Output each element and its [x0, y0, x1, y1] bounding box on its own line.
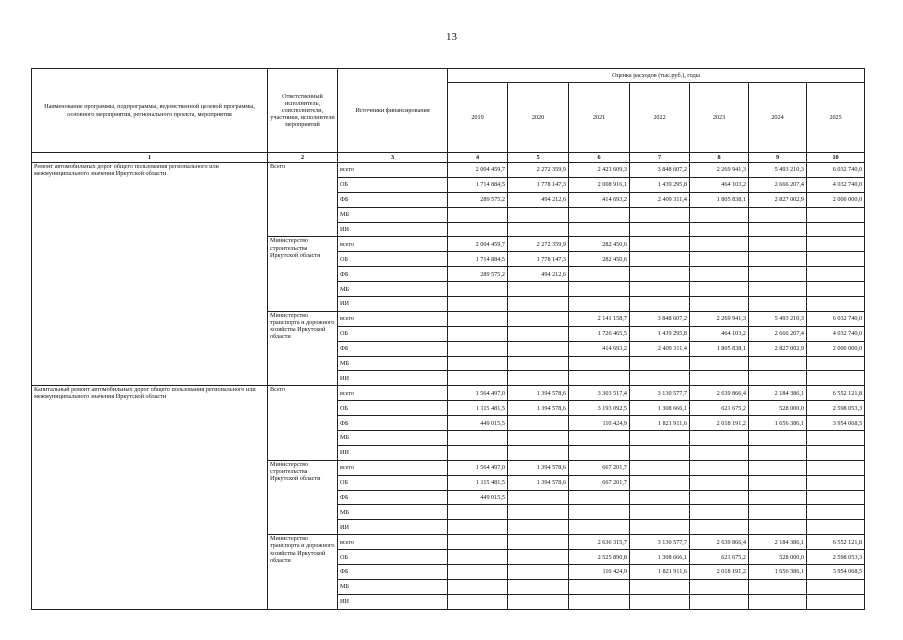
cost-value: 282 450,6: [569, 252, 630, 267]
budget-table-body: [32, 163, 865, 610]
cost-value: [690, 222, 749, 237]
funding-source: ОБ: [338, 401, 448, 416]
cost-value: 1 805 838,1: [690, 192, 749, 207]
cost-value: [508, 550, 569, 565]
budget-table: [31, 68, 865, 610]
cost-value: 2 000 000,0: [807, 192, 865, 207]
funding-source: ОБ: [338, 326, 448, 341]
cost-value: [508, 535, 569, 550]
header-sources: Источники финансирования: [338, 69, 448, 153]
cost-value: [630, 267, 690, 282]
cost-value: 621 675,2: [690, 401, 749, 416]
cost-value: [630, 475, 690, 490]
funding-source: МБ: [338, 431, 448, 446]
header-year: 2025: [807, 83, 865, 153]
cost-value: [749, 490, 807, 505]
funding-source: ОБ: [338, 252, 448, 267]
cost-value: 1 656 386,1: [749, 416, 807, 431]
cost-value: 110 424,9: [569, 565, 630, 580]
cost-value: [630, 505, 690, 520]
cost-value: [508, 445, 569, 460]
column-number: 8: [690, 153, 749, 163]
funding-source: ОБ: [338, 550, 448, 565]
column-number: 6: [569, 153, 630, 163]
header-year: 2020: [508, 83, 569, 153]
cost-value: 2 409 311,4: [630, 341, 690, 356]
cost-value: [448, 520, 508, 535]
program-name: Ремонт автомобильных дорог общего пользования регионального или межмуниципального значения Иркутской области: [32, 163, 268, 386]
funding-source: ИИ: [338, 520, 448, 535]
cost-value: 2 423 609,3: [569, 163, 630, 178]
cost-value: 1 656 386,1: [749, 565, 807, 580]
cost-value: 1 821 911,6: [630, 565, 690, 580]
cost-value: [448, 297, 508, 312]
cost-value: [807, 579, 865, 594]
cost-value: 2 004 459,7: [448, 163, 508, 178]
cost-value: [508, 326, 569, 341]
cost-value: [690, 252, 749, 267]
cost-value: [690, 282, 749, 297]
funding-source: ИИ: [338, 222, 448, 237]
cost-value: 449 015,5: [448, 416, 508, 431]
cost-value: [448, 311, 508, 326]
cost-value: 2 018 191,2: [690, 565, 749, 580]
funding-source: ИИ: [338, 371, 448, 386]
header-executor: Ответственный исполнитель, соисполнители, участники, исполнители мероприятий: [268, 69, 338, 153]
cost-value: [807, 505, 865, 520]
funding-source: ФБ: [338, 341, 448, 356]
cost-value: 2 639 866,4: [690, 386, 749, 401]
funding-source: ОБ: [338, 177, 448, 192]
cost-value: [690, 356, 749, 371]
funding-source: всего: [338, 163, 448, 178]
cost-value: [807, 490, 865, 505]
funding-source: МБ: [338, 579, 448, 594]
cost-value: [690, 371, 749, 386]
cost-value: 528 000,0: [749, 401, 807, 416]
cost-value: [690, 520, 749, 535]
cost-value: 1 439 295,8: [630, 177, 690, 192]
column-number: 10: [807, 153, 865, 163]
cost-value: 1 394 578,6: [508, 460, 569, 475]
cost-value: [508, 207, 569, 222]
cost-value: [448, 431, 508, 446]
funding-source: всего: [338, 460, 448, 475]
cost-value: 1 308 666,1: [630, 550, 690, 565]
cost-value: 414 693,2: [569, 192, 630, 207]
cost-value: [807, 371, 865, 386]
cost-value: [690, 594, 749, 609]
cost-value: 2 000 000,0: [807, 341, 865, 356]
executor-name: Министерство транспорта и дорожного хозяйства Иркутской области: [268, 311, 338, 385]
cost-value: [630, 579, 690, 594]
cost-value: [569, 579, 630, 594]
header-cost-group: Оценка расходов (тыс.руб.), годы: [448, 69, 865, 83]
cost-value: [749, 356, 807, 371]
cost-value: [508, 579, 569, 594]
cost-value: 1 805 838,1: [690, 341, 749, 356]
cost-value: [630, 460, 690, 475]
cost-value: 2 827 002,9: [749, 192, 807, 207]
cost-value: [508, 341, 569, 356]
cost-value: 4 032 740,0: [807, 177, 865, 192]
cost-value: [448, 565, 508, 580]
cost-value: 1 564 497,0: [448, 460, 508, 475]
cost-value: [749, 520, 807, 535]
cost-value: 1 394 578,6: [508, 475, 569, 490]
cost-value: [508, 431, 569, 446]
cost-value: [569, 520, 630, 535]
cost-value: [508, 222, 569, 237]
cost-value: [448, 579, 508, 594]
cost-value: [448, 356, 508, 371]
cost-value: [690, 445, 749, 460]
funding-source: всего: [338, 311, 448, 326]
cost-value: 2 598 053,3: [807, 550, 865, 565]
cost-value: [569, 267, 630, 282]
cost-value: 3 193 092,5: [569, 401, 630, 416]
cost-value: [569, 505, 630, 520]
cost-value: 5 493 210,3: [749, 311, 807, 326]
cost-value: 2 666 207,4: [749, 177, 807, 192]
cost-value: [807, 356, 865, 371]
cost-value: [690, 475, 749, 490]
cost-value: [630, 490, 690, 505]
cost-value: [630, 297, 690, 312]
cost-value: [569, 490, 630, 505]
funding-source: ОБ: [338, 475, 448, 490]
column-number: 9: [749, 153, 807, 163]
cost-value: 2 269 941,3: [690, 311, 749, 326]
cost-value: 414 693,2: [569, 341, 630, 356]
cost-value: [807, 252, 865, 267]
cost-value: [807, 460, 865, 475]
cost-value: [448, 341, 508, 356]
cost-value: 2 269 941,3: [690, 163, 749, 178]
cost-value: 1 714 884,5: [448, 177, 508, 192]
cost-value: [630, 520, 690, 535]
header-year: 2022: [630, 83, 690, 153]
cost-value: 6 032 740,0: [807, 163, 865, 178]
cost-value: 5 493 210,3: [749, 163, 807, 178]
cost-value: [508, 297, 569, 312]
cost-value: [508, 282, 569, 297]
cost-value: 1 821 911,6: [630, 416, 690, 431]
cost-value: 667 201,7: [569, 460, 630, 475]
cost-value: 1 726 465,5: [569, 326, 630, 341]
cost-value: [690, 579, 749, 594]
cost-value: [569, 222, 630, 237]
cost-value: [569, 356, 630, 371]
table-row: [32, 163, 865, 178]
funding-source: ФБ: [338, 416, 448, 431]
cost-value: 1 564 497,0: [448, 386, 508, 401]
cost-value: [749, 579, 807, 594]
cost-value: 1 778 147,3: [508, 177, 569, 192]
cost-value: [807, 594, 865, 609]
cost-value: [807, 222, 865, 237]
funding-source: ФБ: [338, 267, 448, 282]
cost-value: [448, 207, 508, 222]
cost-value: [807, 520, 865, 535]
cost-value: [508, 505, 569, 520]
cost-value: [448, 222, 508, 237]
cost-value: [807, 431, 865, 446]
cost-value: [630, 222, 690, 237]
executor-name: Всего: [268, 386, 338, 460]
cost-value: 2 272 359,9: [508, 237, 569, 252]
funding-source: ИИ: [338, 594, 448, 609]
cost-value: [569, 371, 630, 386]
cost-value: [630, 594, 690, 609]
cost-value: 3 130 577,7: [630, 535, 690, 550]
header-program: Наименование программы, подпрограммы, ведомственной целевой программы, основного мероприятия, регионального проекта, мероприятия: [32, 69, 268, 153]
cost-value: [569, 431, 630, 446]
funding-source: всего: [338, 535, 448, 550]
cost-value: [749, 594, 807, 609]
executor-name: Министерство строительства Иркутской области: [268, 237, 338, 311]
cost-value: 2 018 191,2: [690, 416, 749, 431]
cost-value: 2 409 311,4: [630, 192, 690, 207]
cost-value: 1 394 578,6: [508, 401, 569, 416]
cost-value: [690, 237, 749, 252]
header-year: 2024: [749, 83, 807, 153]
cost-value: [807, 445, 865, 460]
column-number: 7: [630, 153, 690, 163]
funding-source: ФБ: [338, 565, 448, 580]
cost-value: [749, 371, 807, 386]
cost-value: [807, 237, 865, 252]
cost-value: 6 032 740,0: [807, 311, 865, 326]
cost-value: 449 015,5: [448, 490, 508, 505]
cost-value: [448, 550, 508, 565]
executor-name: Министерство строительства Иркутской области: [268, 460, 338, 534]
cost-value: [508, 520, 569, 535]
executor-name: Министерство транспорта и дорожного хозяйства Иркутской области: [268, 535, 338, 610]
cost-value: 528 000,0: [749, 550, 807, 565]
cost-value: [630, 207, 690, 222]
cost-value: 6 552 121,8: [807, 535, 865, 550]
cost-value: [749, 237, 807, 252]
cost-value: [630, 356, 690, 371]
cost-value: 3 130 577,7: [630, 386, 690, 401]
cost-value: 4 032 740,0: [807, 326, 865, 341]
cost-value: 3 954 068,5: [807, 416, 865, 431]
cost-value: 494 212,6: [508, 267, 569, 282]
cost-value: [630, 431, 690, 446]
cost-value: [749, 460, 807, 475]
cost-value: 2 636 315,7: [569, 535, 630, 550]
funding-source: ИИ: [338, 445, 448, 460]
cost-value: 2 639 866,4: [690, 535, 749, 550]
funding-source: ФБ: [338, 490, 448, 505]
cost-value: 1 714 884,5: [448, 252, 508, 267]
cost-value: 289 575,2: [448, 267, 508, 282]
table-row: [32, 386, 865, 401]
column-number: 1: [32, 153, 268, 163]
cost-value: [508, 311, 569, 326]
funding-source: ФБ: [338, 192, 448, 207]
cost-value: [690, 505, 749, 520]
funding-source: МБ: [338, 207, 448, 222]
cost-value: [508, 356, 569, 371]
cost-value: 2 598 053,3: [807, 401, 865, 416]
cost-value: [569, 282, 630, 297]
cost-value: [508, 416, 569, 431]
cost-value: 621 675,2: [690, 550, 749, 565]
cost-value: [690, 490, 749, 505]
header-year: 2019: [448, 83, 508, 153]
cost-value: [569, 297, 630, 312]
cost-value: 282 450,6: [569, 237, 630, 252]
cost-value: 1 439 295,8: [630, 326, 690, 341]
cost-value: [749, 222, 807, 237]
cost-value: [749, 297, 807, 312]
cost-value: [508, 594, 569, 609]
cost-value: 6 552 121,8: [807, 386, 865, 401]
cost-value: 3 848 607,2: [630, 311, 690, 326]
cost-value: [448, 505, 508, 520]
cost-value: 2 525 890,8: [569, 550, 630, 565]
cost-value: [630, 237, 690, 252]
header-year: 2021: [569, 83, 630, 153]
cost-value: [690, 267, 749, 282]
cost-value: 1 115 481,5: [448, 401, 508, 416]
cost-value: 2 008 916,1: [569, 177, 630, 192]
funding-source: МБ: [338, 505, 448, 520]
cost-value: 2 141 158,7: [569, 311, 630, 326]
cost-value: [690, 207, 749, 222]
cost-value: [749, 475, 807, 490]
cost-value: 3 954 068,5: [807, 565, 865, 580]
cost-value: [630, 282, 690, 297]
cost-value: 1 778 147,3: [508, 252, 569, 267]
cost-value: [690, 460, 749, 475]
column-number: 5: [508, 153, 569, 163]
cost-value: 3 303 517,4: [569, 386, 630, 401]
cost-value: 2 272 359,9: [508, 163, 569, 178]
cost-value: [508, 371, 569, 386]
cost-value: [448, 326, 508, 341]
cost-value: 110 424,9: [569, 416, 630, 431]
cost-value: [749, 445, 807, 460]
cost-value: [807, 475, 865, 490]
cost-value: 289 575,2: [448, 192, 508, 207]
cost-value: [749, 505, 807, 520]
cost-value: [807, 297, 865, 312]
cost-value: [630, 252, 690, 267]
funding-source: МБ: [338, 356, 448, 371]
cost-value: 667 201,7: [569, 475, 630, 490]
cost-value: [508, 490, 569, 505]
cost-value: 2 184 386,1: [749, 386, 807, 401]
funding-source: ИИ: [338, 297, 448, 312]
cost-value: [749, 267, 807, 282]
cost-value: 1 115 481,5: [448, 475, 508, 490]
cost-value: 2 004 459,7: [448, 237, 508, 252]
cost-value: [749, 431, 807, 446]
cost-value: [807, 282, 865, 297]
cost-value: 494 212,6: [508, 192, 569, 207]
column-number: 4: [448, 153, 508, 163]
funding-source: всего: [338, 237, 448, 252]
cost-value: 3 848 607,2: [630, 163, 690, 178]
column-number: 3: [338, 153, 448, 163]
program-name: Капитальный ремонт автомобильных дорог общего пользования регионального или межмуниципального значения Иркутской области: [32, 386, 268, 610]
cost-value: [448, 535, 508, 550]
cost-value: 2 184 386,1: [749, 535, 807, 550]
cost-value: [807, 267, 865, 282]
cost-value: 2 666 207,4: [749, 326, 807, 341]
cost-value: [749, 252, 807, 267]
cost-value: 464 103,2: [690, 177, 749, 192]
cost-value: 1 308 666,1: [630, 401, 690, 416]
cost-value: 2 827 002,9: [749, 341, 807, 356]
page-number: 13: [446, 31, 457, 43]
cost-value: [749, 207, 807, 222]
cost-value: [807, 207, 865, 222]
cost-value: 464 103,2: [690, 326, 749, 341]
cost-value: 1 394 578,6: [508, 386, 569, 401]
column-number: 2: [268, 153, 338, 163]
cost-value: [569, 594, 630, 609]
funding-source: всего: [338, 386, 448, 401]
cost-value: [448, 371, 508, 386]
cost-value: [690, 297, 749, 312]
cost-value: [630, 371, 690, 386]
cost-value: [569, 445, 630, 460]
cost-value: [569, 207, 630, 222]
cost-value: [448, 282, 508, 297]
cost-value: [448, 445, 508, 460]
cost-value: [508, 565, 569, 580]
cost-value: [448, 594, 508, 609]
funding-source: МБ: [338, 282, 448, 297]
cost-value: [630, 445, 690, 460]
cost-value: [749, 282, 807, 297]
header-year: 2023: [690, 83, 749, 153]
cost-value: [690, 431, 749, 446]
executor-name: Всего: [268, 163, 338, 237]
